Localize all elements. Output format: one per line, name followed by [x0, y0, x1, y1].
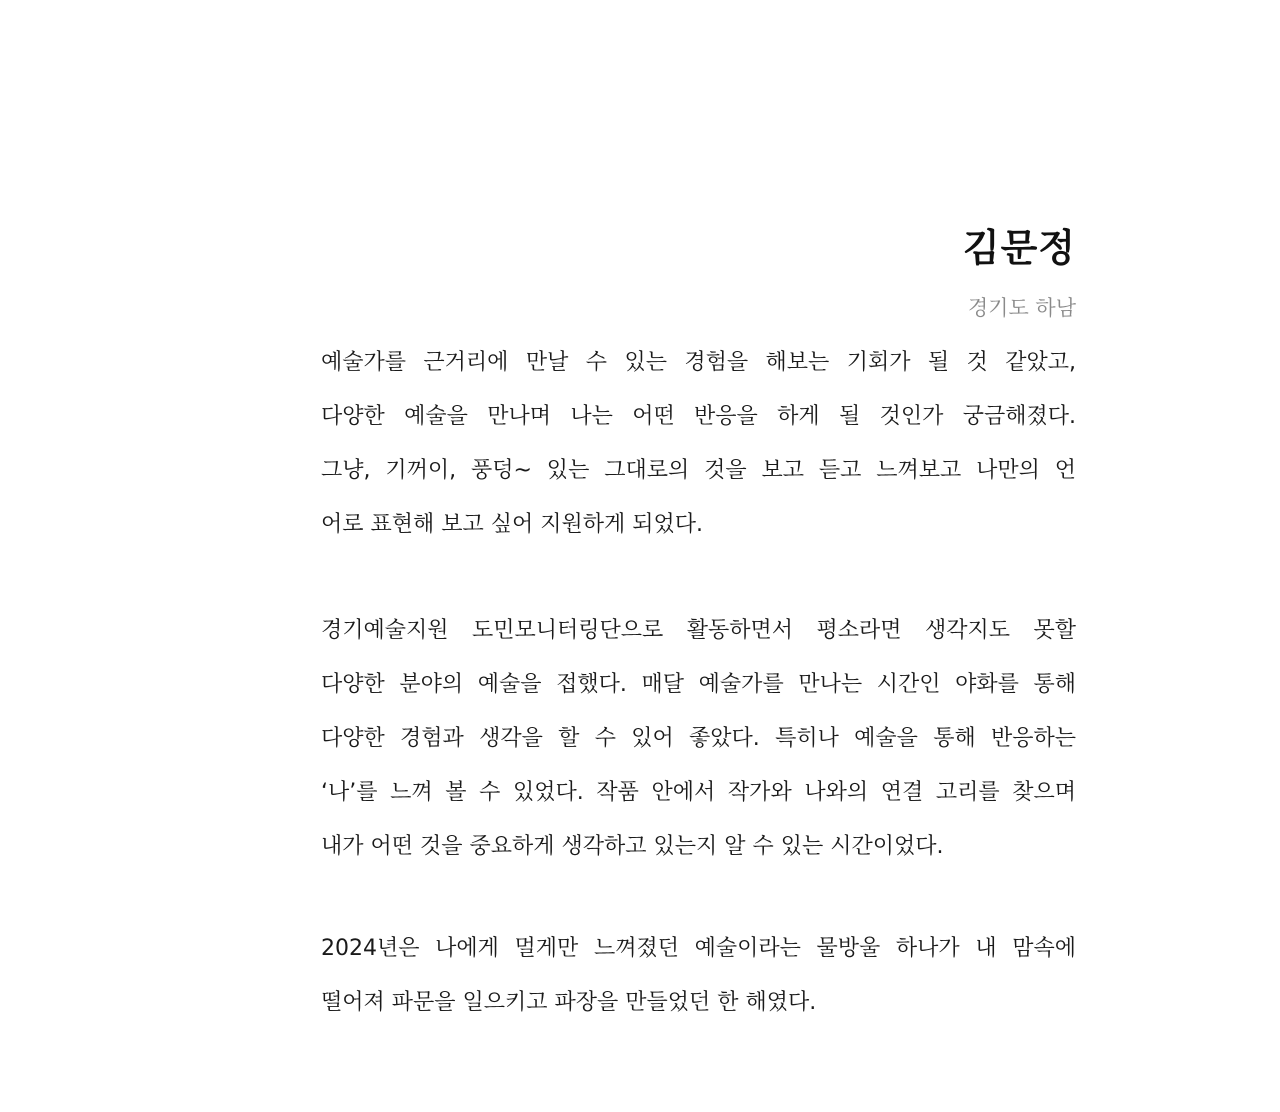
- paragraph-line: 예술가를 근거리에 만날 수 있는 경험을 해보는 기회가 될 것 같았고,: [321, 350, 1076, 375]
- essay-paragraph-2: [321, 604, 1076, 874]
- author-name: 김문정: [962, 226, 1076, 270]
- paragraph-line: 다양한 경험과 생각을 할 수 있어 좋았다. 특히나 예술을 통해 반응하는: [321, 726, 1076, 751]
- essay-paragraph-1: [321, 336, 1076, 552]
- paragraph-line: ‘나’를 느껴 볼 수 있었다. 작품 안에서 작가와 나와의 연결 고리를 찾으며: [321, 780, 1076, 805]
- paragraph-line: 다양한 예술을 만나며 나는 어떤 반응을 하게 될 것인가 궁금해졌다.: [321, 404, 1076, 429]
- paragraph-line: 2024년은 나에게 멀게만 느껴졌던 예술이라는 물방울 하나가 내 맘속에: [321, 936, 1076, 961]
- paragraph-line: 어로 표현해 보고 싶어 지원하게 되었다.: [321, 512, 703, 537]
- paragraph-line: 경기예술지원 도민모니터링단으로 활동하면서 평소라면 생각지도 못할: [321, 618, 1076, 643]
- paragraph-line: 다양한 분야의 예술을 접했다. 매달 예술가를 만나는 시간인 야화를 통해: [321, 672, 1076, 697]
- paragraph-line: 떨어져 파문을 일으키고 파장을 만들었던 한 해였다.: [321, 990, 817, 1015]
- essay-paragraph-3: [321, 922, 1076, 1030]
- paragraph-line: 내가 어떤 것을 중요하게 생각하고 있는지 알 수 있는 시간이었다.: [321, 834, 944, 859]
- paragraph-line: 그냥, 기꺼이, 풍덩~ 있는 그대로의 것을 보고 듣고 느껴보고 나만의 언: [321, 458, 1076, 483]
- author-region: 경기도 하남: [967, 296, 1076, 320]
